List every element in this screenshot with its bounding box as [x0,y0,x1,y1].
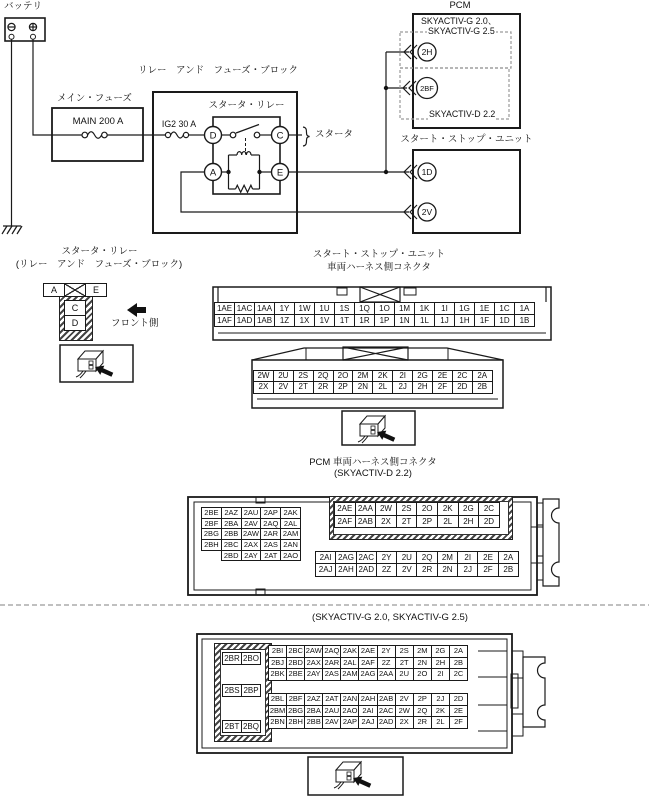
pin-cell: 2N [437,563,458,576]
pin-row [201,550,301,562]
pin-cell: 2AU [241,507,262,519]
relay-pin-a: A [209,167,217,179]
pin-row [268,716,468,729]
pin-cell: 1Y [274,302,295,315]
pin-cell: 2W [253,370,274,382]
pcm-pin-2h: 2H [421,47,433,58]
pin-cell: 1L [414,314,435,327]
pin-cell: 1AD [234,314,255,327]
pin-cell: 2BC [286,645,305,658]
relay-connector-subtitle: (リレー アンド フューズ・ブロック) [15,259,183,270]
pin-cell: 2AQ [260,518,281,530]
pin-cell: 2Y [376,551,397,564]
battery-symbol [5,18,45,41]
pin-cell: 2AJ [358,716,377,729]
pin-cell: 1G [454,302,475,315]
pin-cell: 2AF [358,657,377,670]
pin-cell: 1O [374,302,395,315]
relay-connector-title: スタータ・リレー [61,246,138,257]
pin-cell: 1M [394,302,415,315]
pcm-d-top-right-pin-grid [334,502,500,528]
pin-cell: 2AB [355,515,377,529]
pin-cell: 1V [314,314,335,327]
pin-cell: 1AA [254,302,275,315]
pin-cell: 2X [375,515,397,529]
pin-cell: 2AS [322,668,341,681]
relay-block-title: リレー アンド フューズ・ブロック [138,65,298,76]
pin-cell: 2BP [241,684,261,697]
pin-cell: 2D [478,515,500,529]
pcm-g-left-pin-grid [222,652,261,733]
relay-connector-pin-d: D [64,315,86,331]
pin-cell: 2F [477,563,498,576]
pin-cell: 1C [494,302,515,315]
pin-cell: 2BH [201,539,222,551]
pin-cell: 2AY [304,668,323,681]
pin-cell: 2O [413,668,432,681]
pin-cell: 2R [313,381,334,393]
pin-cell: 2E [477,551,498,564]
pin-cell: 2AF [334,515,356,529]
pin-cell: 2AG [358,668,377,681]
pin-cell: 1W [294,302,315,315]
pin-cell: 2P [413,693,432,706]
pin-cell: 2AT [260,550,281,562]
pin-cell: 1S [334,302,355,315]
pin-cell: 2AZ [304,693,323,706]
pin-cell: 1AB [254,314,275,327]
pin-cell: 2G [431,645,450,658]
pin-cell: 2F [432,381,453,393]
pcm-g-top-right-pin-grid [268,645,468,681]
relay-connector-pin-c: C [64,300,86,316]
pcm-skyactiv-d-label: SKYACTIV-D 2.2 [429,109,496,119]
relay-connector-pin-e: E [85,283,107,297]
pin-cell: 2AV [241,518,262,530]
relay-pin-d: D [209,130,217,142]
pin-cell: 2BA [304,705,323,718]
pin-cell: 2AH [358,693,377,706]
pin-row [253,381,493,393]
pin-cell: 1X [294,314,315,327]
pin-cell: 2AN [280,539,301,551]
pcm-d-connector-title: PCM 車両ハーネス側コネクタ [309,457,437,468]
pin-cell: 1R [354,314,375,327]
pin-cell: 2BG [286,705,305,718]
pin-cell: 2X [395,716,414,729]
pin-cell: 2O [333,370,354,382]
front-side-arrow-icon [127,303,146,317]
pin-cell: 2AA [377,668,396,681]
pin-cell: 1A [514,302,535,315]
pin-cell: 2U [273,370,294,382]
relay-pin-c: C [276,130,284,142]
pin-cell: 2B [472,381,493,393]
pin-cell: 2H [431,657,450,670]
pin-cell: 2BF [286,693,305,706]
pin-cell: 2R [413,716,432,729]
starter-label: スタータ [315,129,354,140]
pin-cell: 2BH [286,716,305,729]
front-side-label: フロント側 [111,318,159,329]
pin-cell: 2D [452,381,473,393]
pin-cell: 2AW [241,528,262,540]
pin-cell: 2AL [280,518,301,530]
pin-cell: 2J [457,563,478,576]
pin-cell: 2BK [268,668,287,681]
pin-cell: 2W [375,502,397,516]
pin-cell: 2A [498,551,519,564]
pin-cell: 2BT [222,720,242,733]
pin-cell: 2M [413,645,432,658]
pin-cell: 2BL [268,693,287,706]
pin-cell: 2AN [340,693,359,706]
pin-cell: 2Q [416,551,437,564]
pin-cell: 2AO [280,550,301,562]
pin-cell: 2I [431,668,450,681]
pin-cell: 2BN [268,716,287,729]
pin-cell: 2AP [260,507,281,519]
pin-cell: 2M [437,551,458,564]
pin-cell: 2J [392,381,413,393]
unit-connector1-pin-grid [214,302,535,327]
pin-cell: 2P [416,515,438,529]
pin-cell: 2AU [322,705,341,718]
pin-cell: 2BS [222,684,242,697]
pin-cell: 2AA [355,502,377,516]
pin-cell: 2P [333,381,354,393]
pin-cell: 2AT [322,693,341,706]
pin-cell: 2H [458,515,480,529]
pin-cell: 2A [449,645,468,658]
pcm-label: PCM [449,0,471,11]
pin-row [222,684,261,697]
pin-cell: 2U [395,668,414,681]
pin-cell: 1D [494,314,515,327]
pin-cell: 2AE [358,645,377,658]
pin-cell: 2AM [280,528,301,540]
ig2-fuse-label: IG2 30 A [161,119,197,129]
pin-cell: 2E [432,370,453,382]
pin-cell: 1N [394,314,415,327]
pin-cell: 2AC [356,551,377,564]
pin-cell: 2AP [340,716,359,729]
pin-row [315,563,519,576]
pin-cell: 2V [273,381,294,393]
pin-cell: 2AI [315,551,336,564]
pin-cell: 2BB [221,528,242,540]
pin-cell: 2AE [334,502,356,516]
pin-cell: 2K [372,370,393,382]
pin-cell: 2S [293,370,314,382]
relay-pin-e: E [276,167,284,179]
pin-cell: 2BO [242,654,259,663]
pin-row [222,652,261,665]
unit-connector-subtitle: 車両ハーネス側コネクタ [327,262,431,273]
relay-connector-keyway-cell [64,283,86,297]
pin-cell: 2AJ [315,563,336,576]
pin-cell: 2K [431,705,450,718]
pin-cell: 1I [434,302,455,315]
pin-cell: 2O [416,502,438,516]
pin-cell: 2BG [201,528,222,540]
pin-cell: 2BB [304,716,323,729]
pin-cell: 2AR [322,657,341,670]
relay-connector-pin-a: A [43,283,65,297]
pin-cell: 2BA [221,518,242,530]
pin-cell: 1AC [234,302,255,315]
unit-pin-2v: 2V [421,207,433,218]
pin-cell: 2G [412,370,433,382]
pin-cell: 2Z [376,563,397,576]
pcm-d-left-pin-grid [201,507,301,561]
pin-cell: 2G [458,502,480,516]
pin-cell: 2AC [377,705,396,718]
pin-cell: 2T [293,381,314,393]
pin-cell: 2AM [340,668,359,681]
pin-cell: 2AR [260,528,281,540]
pin-cell: 2C [478,502,500,516]
pin-cell: 2Q [313,370,334,382]
unit-pin-1d: 1D [421,167,433,178]
pin-cell: 2AI [358,705,377,718]
pcm-d-connector-subtitle: (SKYACTIV-D 2.2) [334,468,412,479]
pin-cell: 2BQ [242,722,259,731]
ground-icon [2,226,22,234]
pin-cell: 2N [413,657,432,670]
starter-relay-title: スタータ・リレー [208,100,285,111]
pin-cell: 2J [431,693,450,706]
pin-cell: 1T [334,314,355,327]
pin-cell: 1U [314,302,335,315]
pin-cell: 2V [395,693,414,706]
pin-cell: 2AX [241,539,262,551]
pin-row [214,314,535,327]
pin-cell: 2I [392,370,413,382]
pin-cell: 2BF [201,518,222,530]
pin-cell: 2M [352,370,373,382]
pin-cell: 1Q [354,302,375,315]
pin-cell: 2B [498,563,519,576]
pin-cell: 2AD [377,716,396,729]
pin-cell: 2S [395,645,414,658]
pin-cell: 2AD [356,563,377,576]
pin-cell: 2AS [260,539,281,551]
pin-cell: 2BD [286,657,305,670]
pin-cell: 2AH [335,563,356,576]
pin-cell: 1B [514,314,535,327]
pin-cell: 2F [449,716,468,729]
pin-cell: 2AG [335,551,356,564]
pin-cell: 2AW [304,645,323,658]
pin-cell: 2R [416,563,437,576]
pin-cell: 2I [457,551,478,564]
pin-cell: 1H [454,314,475,327]
pin-cell: 1Z [274,314,295,327]
unit-connector2-pin-grid [253,370,493,394]
pin-cell: 2AL [340,657,359,670]
pin-cell: 2U [396,551,417,564]
pin-cell: 2BM [268,705,287,718]
pin-cell: 2AK [280,507,301,519]
pin-cell: 2AY [241,550,262,562]
connector-mount-bracket [543,499,559,586]
pin-cell: 2AO [340,705,359,718]
pin-cell: 2BR [222,652,242,665]
pcm-pin-2bf: 2BF [420,84,434,93]
unit-connector-title: スタート・ストップ・ユニット [312,249,446,260]
pin-row [222,720,261,733]
pin-row [334,502,500,516]
pin-cell: 2H [412,381,433,393]
pin-cell: 1J [434,314,455,327]
pin-cell: 2E [449,705,468,718]
pin-cell: 2BD [221,550,242,562]
pin-cell: 2T [395,657,414,670]
pin-cell: 2BE [286,668,305,681]
pin-row [315,551,519,564]
pin-cell: 1P [374,314,395,327]
pin-row [268,668,468,681]
pin-cell: 2BI [268,645,287,658]
pin-row [334,515,500,529]
pcm-g-connector-title: (SKYACTIV-G 2.0, SKYACTIV-G 2.5) [312,612,468,623]
main-fuse-value: MAIN 200 A [72,116,124,127]
pin-cell: 1F [474,314,495,327]
pin-cell: 2BC [221,539,242,551]
pin-cell: 2B [449,657,468,670]
pin-cell: 2N [352,381,373,393]
pin-cell: 2Q [413,705,432,718]
pin-cell: 2C [449,668,468,681]
pcm-skyactiv-g-label-1: SKYACTIV-G 2.0、 [421,16,497,26]
pin-cell: 2Y [377,645,396,658]
pin-cell: 2AB [377,693,396,706]
pin-cell: 2BJ [268,657,287,670]
start-stop-unit-box [404,150,520,233]
pin-cell: 2AQ [322,645,341,658]
pin-cell: 2D [449,693,468,706]
pin-cell: 2AK [340,645,359,658]
pin-cell: 2K [437,502,459,516]
pin-cell: 1AF [214,314,235,327]
start-stop-unit-title: スタート・ストップ・ユニット [400,134,533,145]
main-fuse-title: メイン・フューズ [57,93,132,104]
pin-cell: 2T [396,515,418,529]
pin-cell: 2C [452,370,473,382]
pin-cell: 2AV [322,716,341,729]
pin-cell: 1E [474,302,495,315]
pin-cell: 2S [396,502,418,516]
pin-cell: 2L [431,716,450,729]
pin-cell: 2BE [201,507,222,519]
pin-cell: 2V [396,563,417,576]
pin-cell: 1K [414,302,435,315]
pin-cell: 2L [372,381,393,393]
pin-cell: 2X [253,381,274,393]
pin-cell: 2L [437,515,459,529]
pin-cell: 2Z [377,657,396,670]
pin-cell: 2W [395,705,414,718]
pin-cell: 2AZ [221,507,242,519]
pcm-skyactiv-g-label-2: SKYACTIV-G 2.5 [428,26,495,36]
pin-cell: 1AE [214,302,235,315]
starter-wire-brace [303,127,310,146]
pin-cell: 2A [472,370,493,382]
pin-cell: 2AX [304,657,323,670]
pcm-d-bottom-right-pin-grid [315,551,519,577]
pcm-g-bottom-right-pin-grid [268,693,468,729]
battery-label: バッテリ [4,1,43,12]
connector-mount-bracket [523,657,545,727]
